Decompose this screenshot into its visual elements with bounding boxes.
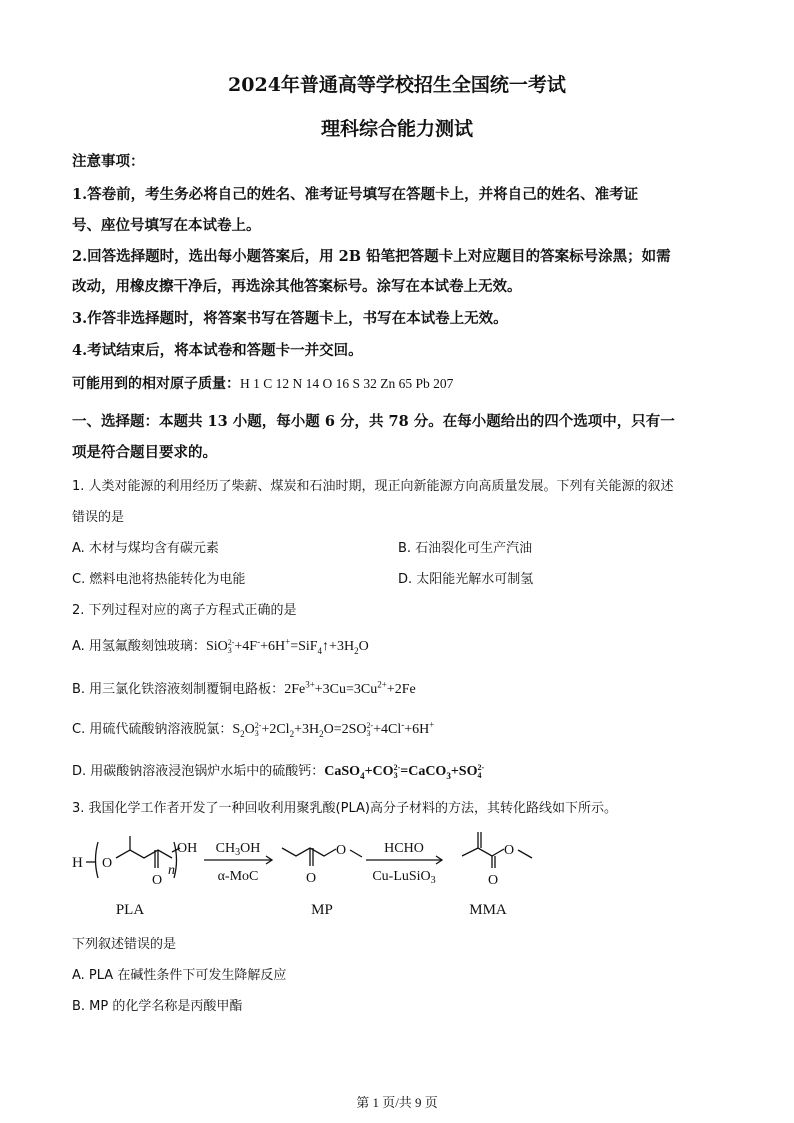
notice-item-1-line-1: 1.答卷前，考生务必将自己的姓名、准考证号填写在答题卡上，并将自己的姓名、准考证 [72, 186, 639, 203]
atomic-masses-values: H 1 C 12 N 14 O 16 S 32 Zn 65 Pb 207 [240, 376, 454, 391]
notice-heading: 注意事项： [72, 153, 145, 170]
q3-question: 下列叙述错误的是 [72, 937, 177, 952]
notice-item-2-line-2: 改动，用橡皮擦干净后，再选涂其他答案标号。涂写在本试卷上无效。 [72, 278, 522, 295]
pla-h-label: H [72, 855, 83, 871]
reagent-1-bottom: α-MoC [217, 869, 259, 884]
q2-stem: 2. 下列过程对应的离子方程式正确的是 [72, 603, 297, 618]
q1-stem-line-2: 错误的是 [72, 510, 125, 525]
mp-carbonyl-o-label: O [306, 871, 317, 886]
notice-item-1-line-2: 号、座位号填写在本试卷上。 [72, 217, 261, 234]
q2-option-b-equation: $2Fe^{3+}+3Cu=3Cu^{2+}+2Fe$ [284, 679, 416, 697]
pla-n-label: n [168, 863, 175, 878]
exam-subtitle: 理科综合能力测试 [320, 118, 473, 140]
mp-label: MP [311, 902, 333, 918]
q3-reaction-scheme [60, 822, 620, 922]
section-1-line-2: 项是符合题目要求的。 [72, 444, 217, 461]
q2-option-c-label: C. 用硫代硫酸钠溶液脱氯： [72, 722, 233, 737]
q1-option-a: A. 木材与煤均含有碳元素 [72, 541, 219, 556]
section-1-line-1: 一、选择题：本题共 13 小题，每小题 6 分，共 78 分。在每小题给出的四个选项中，只有一 [72, 413, 675, 430]
q3-option-a: A. PLA 在碱性条件下可发生降解反应 [72, 968, 287, 983]
q2-option-a-equation: SiO 2- 3 $+4F^-+6H^+=SiF_4↑+3H_2O$ [205, 636, 369, 656]
q2-option-a-label: A. 用氢氟酸刻蚀玻璃： [72, 639, 206, 654]
q2-option-d [72, 760, 484, 780]
reagent-2-top: HCHO [384, 841, 424, 856]
q1-option-b: B. 石油裂化可生产汽油 [398, 541, 533, 556]
mma-ester-o-label: O [504, 843, 515, 858]
q1-option-d: D. 太阳能光解水可制氢 [398, 572, 534, 587]
atomic-masses-label: 可能用到的相对原子质量： [72, 376, 240, 392]
q2-option-a [72, 635, 369, 655]
pla-label: PLA [115, 902, 145, 918]
notice-item-4: 4.考试结束后，将本试卷和答题卡一并交回。 [72, 342, 363, 359]
pla-carbonyl-o-label: O [152, 873, 163, 888]
mma-carbonyl-o-label: O [488, 873, 499, 888]
atomic-masses [72, 373, 453, 393]
q2-option-c [72, 718, 434, 738]
q1-stem-line-1: 1. 人类对能源的利用经历了柴薪、煤炭和石油时期，现正向新能源方向高质量发展。下列有关能源的叙述 [72, 479, 674, 494]
q2-option-b [72, 678, 416, 698]
mma-label: MMA [469, 902, 507, 918]
reagent-1-top: $CH_3OH$ [215, 841, 261, 858]
q2-option-c-equation: $S_2O$ 2- 3 $+2Cl_2+3H_2O=2SO$ 2- 3 +4Cl-+6H+ [232, 719, 435, 739]
q2-option-b-label: B. 用三氯化铁溶液刻制覆铜电路板： [72, 682, 285, 697]
notice-item-3: 3.作答非选择题时，将答案书写在答题卡上，书写在本试卷上无效。 [72, 310, 508, 327]
exam-title: 2024年普通高等学校招生全国统一考试 [228, 74, 566, 96]
reagent-2-bottom: Cu-LuSiO$_3$ [372, 869, 436, 886]
q3-option-b: B. MP 的化学名称是丙酸甲酯 [72, 999, 243, 1014]
q2-option-d-label: D. 用碳酸钠溶液浸泡锅炉水垢中的硫酸钙： [72, 764, 325, 779]
pla-ether-o-label: O [102, 856, 113, 871]
q1-option-c: C. 燃料电池将热能转化为电能 [72, 572, 246, 587]
q3-stem: 3. 我国化学工作者开发了一种回收利用聚乳酸(PLA)高分子材料的方法，其转化路线如下所示。 [72, 801, 617, 816]
mp-ester-o-label: O [336, 843, 347, 858]
pla-oh-label: OH [177, 841, 198, 856]
notice-item-2-line-1: 2.回答选择题时，选出每小题答案后，用 2B 铅笔把答题卡上对应题目的答案标号涂黑；如需 [72, 248, 671, 265]
page-footer: 第 1 页/共 9 页 [356, 1095, 438, 1110]
q2-option-d-equation: CaSO$_4$+CO 2- 3 =CaCO$_3$+SO 2- 4 [324, 763, 485, 781]
